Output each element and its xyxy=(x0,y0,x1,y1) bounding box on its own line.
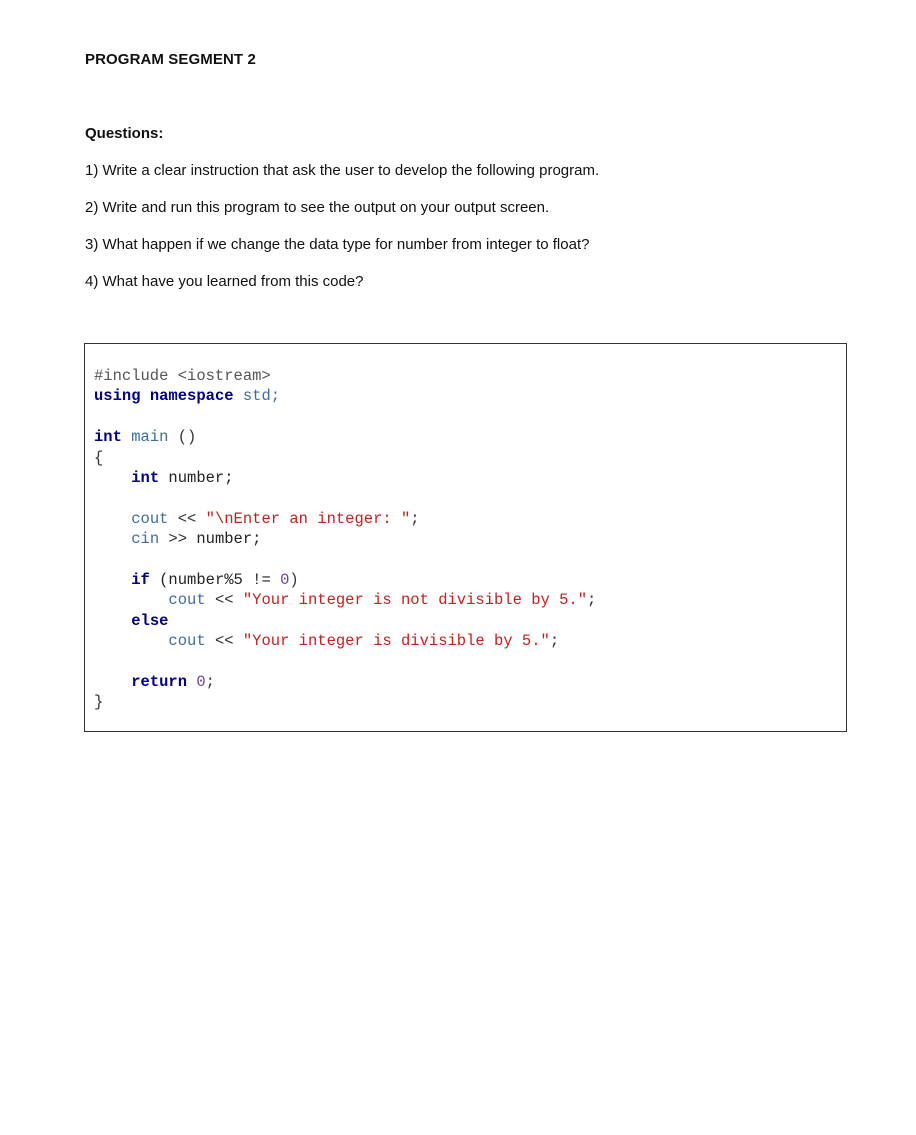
code-line-close-brace xyxy=(94,692,596,712)
divisible-string: "Your integer is divisible by 5." xyxy=(242,632,550,651)
int-keyword: int xyxy=(94,428,122,447)
semicolon: ; xyxy=(587,591,597,610)
condition-close: ) xyxy=(289,570,299,589)
code-line-blank-2 xyxy=(94,488,596,508)
code-line-if xyxy=(94,570,596,590)
insertion-operator: << xyxy=(205,632,243,651)
question-3: 3) What happen if we change the data type for number from integer to float? xyxy=(85,236,590,253)
insertion-operator: << xyxy=(168,509,206,528)
code-line-using xyxy=(94,386,596,406)
prompt-string: "\nEnter an integer: " xyxy=(205,509,411,528)
code-line-open-brace xyxy=(94,448,596,468)
decl-variable: number; xyxy=(159,468,234,487)
cout-identifier: cout xyxy=(168,591,206,610)
not-divisible-string: "Your integer is not divisible by 5." xyxy=(242,591,588,610)
include-directive: #include <iostream> xyxy=(94,367,271,385)
question-1: 1) Write a clear instruction that ask the user to develop the following program. xyxy=(85,162,600,179)
code-line-blank-4 xyxy=(94,651,596,671)
namespace-keyword: namespace xyxy=(149,387,234,406)
decl-type-keyword: int xyxy=(131,468,160,487)
insertion-operator: << xyxy=(205,591,243,610)
code-line-return xyxy=(94,672,596,692)
code-listing-box xyxy=(84,343,847,732)
else-keyword: else xyxy=(131,611,169,630)
code-line-cout-divisible xyxy=(94,631,596,651)
cout-identifier: cout xyxy=(168,632,206,651)
if-condition: (number%5 != xyxy=(149,570,281,589)
extraction-operator: >> xyxy=(159,530,197,549)
zero-literal: 0 xyxy=(280,570,290,589)
questions-list xyxy=(85,160,599,308)
close-brace: } xyxy=(94,693,104,712)
code-line-include xyxy=(94,366,596,386)
code-line-else xyxy=(94,611,596,631)
code-line-blank-1 xyxy=(94,407,596,427)
section-title: PROGRAM SEGMENT 2 xyxy=(85,51,256,68)
code-line-cout-not-divisible xyxy=(94,590,596,610)
code-line-blank-3 xyxy=(94,550,596,570)
return-value: 0 xyxy=(196,672,206,691)
semicolon: ; xyxy=(205,672,215,691)
using-keyword: using xyxy=(94,387,141,406)
open-brace: { xyxy=(94,448,104,467)
return-keyword: return xyxy=(131,672,188,691)
main-function-name: main xyxy=(131,428,169,447)
cin-identifier: cin xyxy=(131,530,160,549)
code-listing xyxy=(94,366,596,713)
semicolon: ; xyxy=(410,509,420,528)
code-line-cout-prompt xyxy=(94,509,596,529)
question-2: 2) Write and run this program to see the output on your output screen. xyxy=(85,199,550,216)
main-parens: () xyxy=(168,428,197,447)
if-keyword: if xyxy=(131,570,150,589)
question-4: 4) What have you learned from this code? xyxy=(85,273,364,290)
questions-heading: Questions: xyxy=(85,125,164,142)
std-identifier: std; xyxy=(242,387,281,406)
code-line-cin xyxy=(94,529,596,549)
cout-identifier: cout xyxy=(131,509,169,528)
code-line-main xyxy=(94,427,596,447)
code-line-declaration xyxy=(94,468,596,488)
cin-variable: number; xyxy=(196,530,262,549)
semicolon: ; xyxy=(549,632,560,651)
